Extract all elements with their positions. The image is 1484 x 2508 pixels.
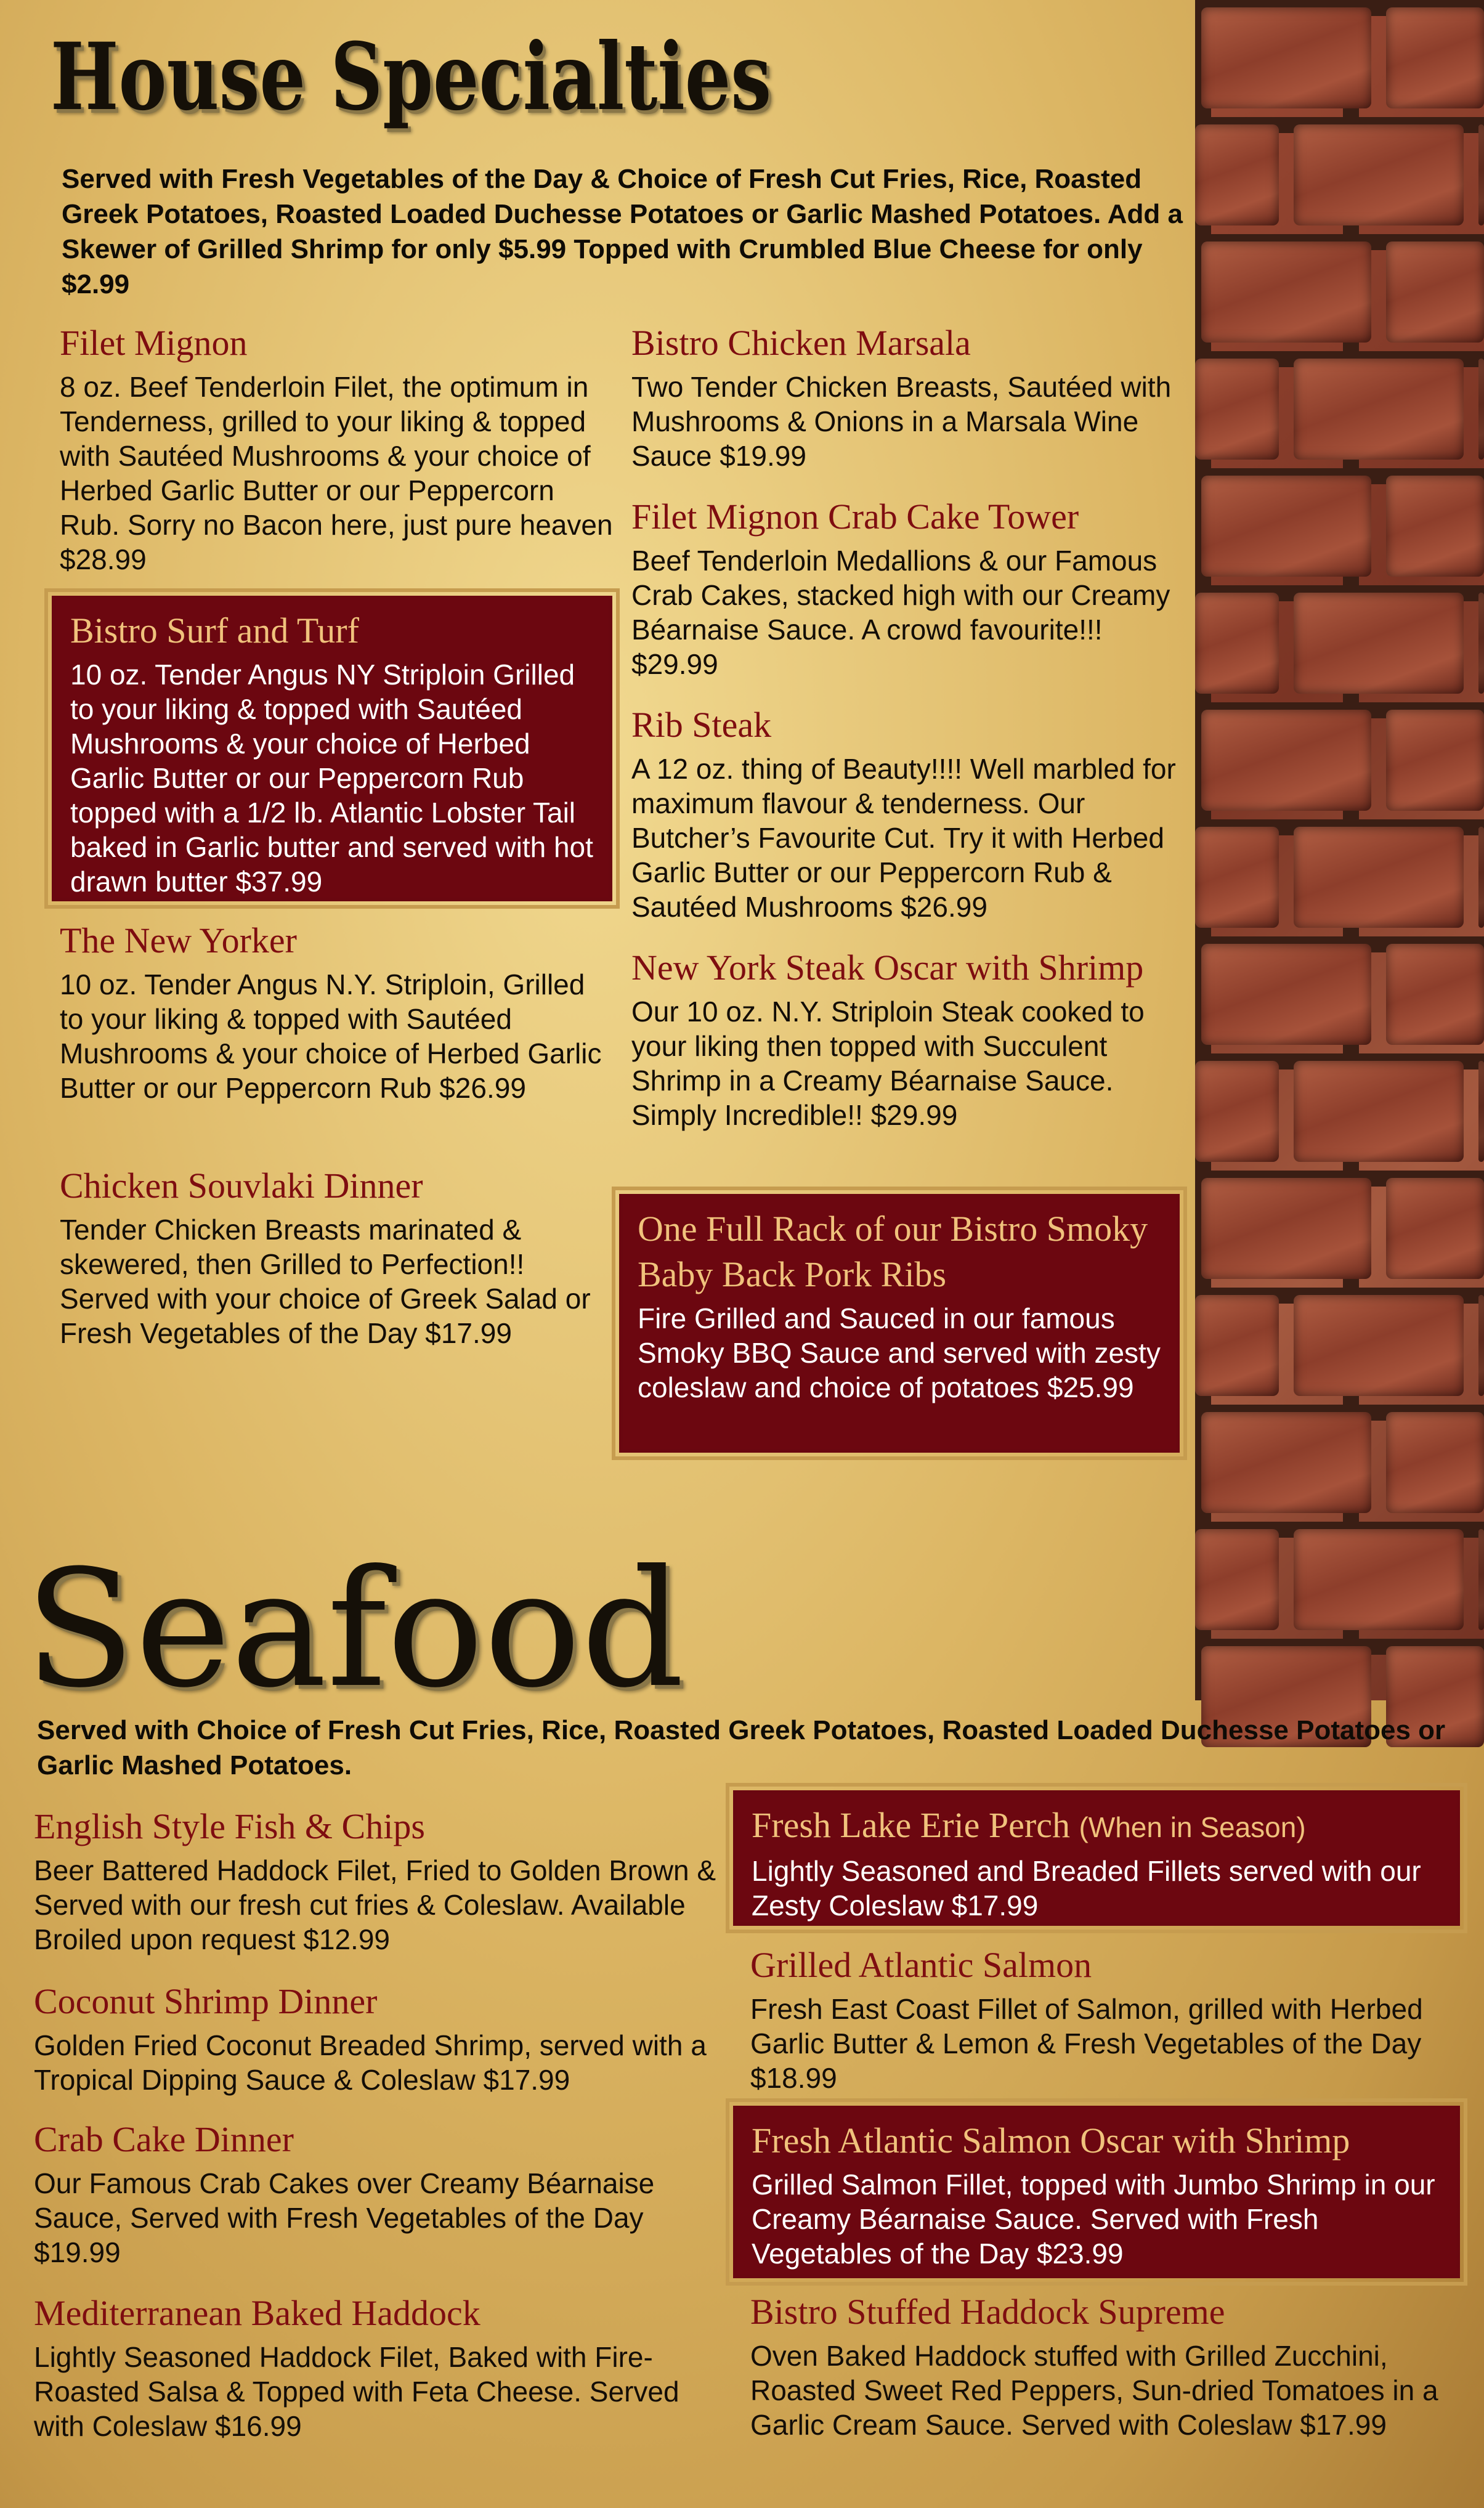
item-name: Fresh Atlantic Salmon Oscar with Shrimp [752,2120,1350,2161]
item-description: Fresh East Coast Fillet of Salmon, grilled with Herbed Garlic Butter & Lemon & Fresh Vegetables of the Day $18.99 [750,1993,1423,2094]
brick [1478,1061,1484,1162]
brick [1386,1178,1484,1279]
item-description: Fire Grilled and Sauced in our famous Smoky BBQ Sauce and served with zesty coleslaw and choice of potatoes $25.99 [638,1302,1161,1403]
brick-row [1195,476,1484,577]
item-name: Coconut Shrimp Dinner [34,1981,378,2021]
item-name: Filet Mignon [60,323,248,363]
brick-row [1195,1061,1484,1162]
brick [1478,827,1484,928]
menu-item-coconut-shrimp-dinner [34,1979,724,2097]
brick [1386,241,1484,343]
brick [1195,359,1279,460]
brick-row [1195,1295,1484,1396]
brick [1195,124,1279,225]
item-description: Beer Battered Haddock Filet, Fried to Golden Brown & Served with our fresh cut fries & Coleslaw. Available Broiled upon request $12.99 [34,1854,716,1955]
item-name: Bistro Stuffed Haddock Supreme [750,2292,1225,2332]
menu-item-crab-cake-dinner [34,2117,724,2270]
brick-row [1195,710,1484,811]
item-name: Bistro Surf and Turf [70,611,359,651]
brick [1386,944,1484,1045]
brick [1478,124,1484,225]
brick [1201,476,1371,577]
item-description: Tender Chicken Breasts marinated & skewered, then Grilled to Perfection!! Served with your choice of Greek Salad or Fresh Vegetables of the Day $17.99 [60,1214,591,1349]
menu-item-fresh-atlantic-salmon-oscar-with-shrimp [733,2106,1460,2278]
seafood-heading: Seafood [25,1535,684,1723]
brick [1478,1529,1484,1630]
menu-item-rib-steak [631,702,1186,924]
brick [1294,1061,1464,1162]
brick [1195,593,1279,694]
seafood-intro: Served with Choice of Fresh Cut Fries, Rice, Roasted Greek Potatoes, Roasted Loaded Duchesse Potatoes or Garlic Mashed Potatoes. [37,1715,1446,1780]
brick-row [1195,827,1484,928]
brick [1294,593,1464,694]
brick [1478,359,1484,460]
item-name: New York Steak Oscar with Shrimp [631,948,1144,988]
item-description: Golden Fried Coconut Breaded Shrimp, served with a Tropical Dipping Sauce & Coleslaw $17.99 [34,2029,707,2096]
brick-row [1195,241,1484,343]
brick [1201,241,1371,343]
item-description: Our 10 oz. N.Y. Striploin Steak cooked to your liking then topped with Succulent Shrimp in a Creamy Béarnaise Sauce. Simply Incredible!! $29.99 [631,996,1145,1131]
brick [1294,827,1464,928]
item-name: Mediterranean Baked Haddock [34,2293,480,2333]
brick [1294,1529,1464,1630]
menu-item-bistro-stuffed-haddock-supreme [750,2289,1465,2442]
item-description: 8 oz. Beef Tenderloin Filet, the optimum in Tenderness, grilled to your liking & topped with Sautéed Mushrooms & your choice of Herbed Garlic Butter or our Peppercorn Rub. Sorry no Bacon here, just pure heaven $28.99 [60,371,613,575]
brick [1201,710,1371,811]
item-description: Beef Tenderloin Medallions & our Famous Crab Cakes, stacked high with our Creamy Béarnaise Sauce. A crowd favourite!!! $29.99 [631,545,1170,680]
item-name: Filet Mignon Crab Cake Tower [631,497,1079,537]
item-season-note: (When in Season) [1079,1811,1306,1843]
brick [1195,827,1279,928]
brick-row [1195,1412,1484,1513]
menu-item-fresh-lake-erie-perch [733,1790,1460,1926]
item-description: Our Famous Crab Cakes over Creamy Béarnaise Sauce, Served with Fresh Vegetables of the Day $19.99 [34,2167,655,2268]
brick [1478,593,1484,694]
item-description: A 12 oz. thing of Beauty!!!! Well marbled for maximum flavour & tenderness. Our Butcher’s Favourite Cut. Try it with Herbed Garlic Butter or our Peppercorn Rub & Sautéed Mushrooms $26.99 [631,753,1176,923]
item-description: Lightly Seasoned Haddock Filet, Baked with Fire-Roasted Salsa & Topped with Feta Cheese. Served with Coleslaw $16.99 [34,2341,679,2442]
item-description: 10 oz. Tender Angus NY Striploin Grilled to your liking & topped with Sautéed Mushrooms & your choice of Herbed Garlic Butter or our Peppercorn Rub topped with a 1/2 lb. Atlantic Lobster Tail baked in Garlic butter and served with hot drawn butter $37.99 [70,659,593,898]
brick [1386,7,1484,108]
brick-row [1195,359,1484,460]
brick [1195,1295,1279,1396]
item-description: Two Tender Chicken Breasts, Sautéed with Mushrooms & Onions in a Marsala Wine Sauce $19.99 [631,371,1172,472]
brick-row [1195,1178,1484,1279]
brick [1386,476,1484,577]
item-name [752,1803,1441,1850]
item-description: Grilled Salmon Fillet, topped with Jumbo Shrimp in our Creamy Béarnaise Sauce. Served with Fresh Vegetables of the Day $23.99 [752,2169,1435,2270]
menu-item-english-style-fish-and-chips [34,1804,724,1957]
brick-row [1195,944,1484,1045]
menu-item-the-new-yorker [60,918,614,1105]
item-name: Crab Cake Dinner [34,2119,294,2159]
brick-row [1195,124,1484,225]
menu-item-bistro-chicken-marsala [631,320,1186,473]
brick [1201,1178,1371,1279]
item-name-text: Fresh Lake Erie Perch [752,1805,1070,1845]
item-name: Chicken Souvlaki Dinner [60,1166,423,1206]
brick [1294,1295,1464,1396]
item-description: Oven Baked Haddock stuffed with Grilled Zucchini, Roasted Sweet Red Peppers, Sun-dried Tomatoes in a Garlic Cream Sauce. Served with Coleslaw $17.99 [750,2340,1438,2441]
brick-row [1195,7,1484,108]
item-name: Grilled Atlantic Salmon [750,1945,1092,1985]
item-name: The New Yorker [60,920,297,960]
brick [1294,124,1464,225]
brick [1201,944,1371,1045]
menu-item-smoky-baby-back-pork-ribs [619,1194,1180,1453]
brick [1201,7,1371,108]
menu-item-grilled-atlantic-salmon [750,1942,1465,2095]
item-description: Lightly Seasoned and Breaded Fillets served with our Zesty Coleslaw $17.99 [752,1855,1421,1922]
brick [1386,710,1484,811]
menu-item-filet-mignon [60,320,614,577]
house-specialties-heading: House Specialties [51,23,772,131]
house-specialties-intro: Served with Fresh Vegetables of the Day & Choice of Fresh Cut Fries, Rice, Roasted Greek Potatoes, Roasted Loaded Duchesse Potatoes or Garlic Mashed Potatoes. Add a Skewer of Grilled Shrimp for only $5.99 Topped with Crumbled Blue Cheese for only $2.99 [62,164,1183,299]
brick [1478,1295,1484,1396]
brick [1195,1529,1279,1630]
brick [1195,1061,1279,1162]
menu-item-filet-mignon-crab-cake-tower [631,494,1186,681]
item-name: Rib Steak [631,705,772,745]
menu-item-bistro-surf-and-turf [52,596,612,901]
menu-item-new-york-steak-oscar-with-shrimp [631,945,1186,1132]
item-description: 10 oz. Tender Angus N.Y. Striploin, Grilled to your liking & topped with Sautéed Mushrooms & your choice of Herbed Garlic Butter or our Peppercorn Rub $26.99 [60,968,602,1104]
brick [1294,359,1464,460]
brick [1386,1412,1484,1513]
brick [1201,1412,1371,1513]
menu-item-mediterranean-baked-haddock [34,2291,724,2443]
item-name: Bistro Chicken Marsala [631,323,971,363]
brick-row [1195,1529,1484,1630]
menu-item-chicken-souvlaki-dinner [60,1163,614,1350]
item-name: English Style Fish & Chips [34,1806,425,1846]
brick-row [1195,593,1484,694]
item-name: One Full Rack of our Bistro Smoky Baby Back Pork Ribs [638,1209,1148,1294]
